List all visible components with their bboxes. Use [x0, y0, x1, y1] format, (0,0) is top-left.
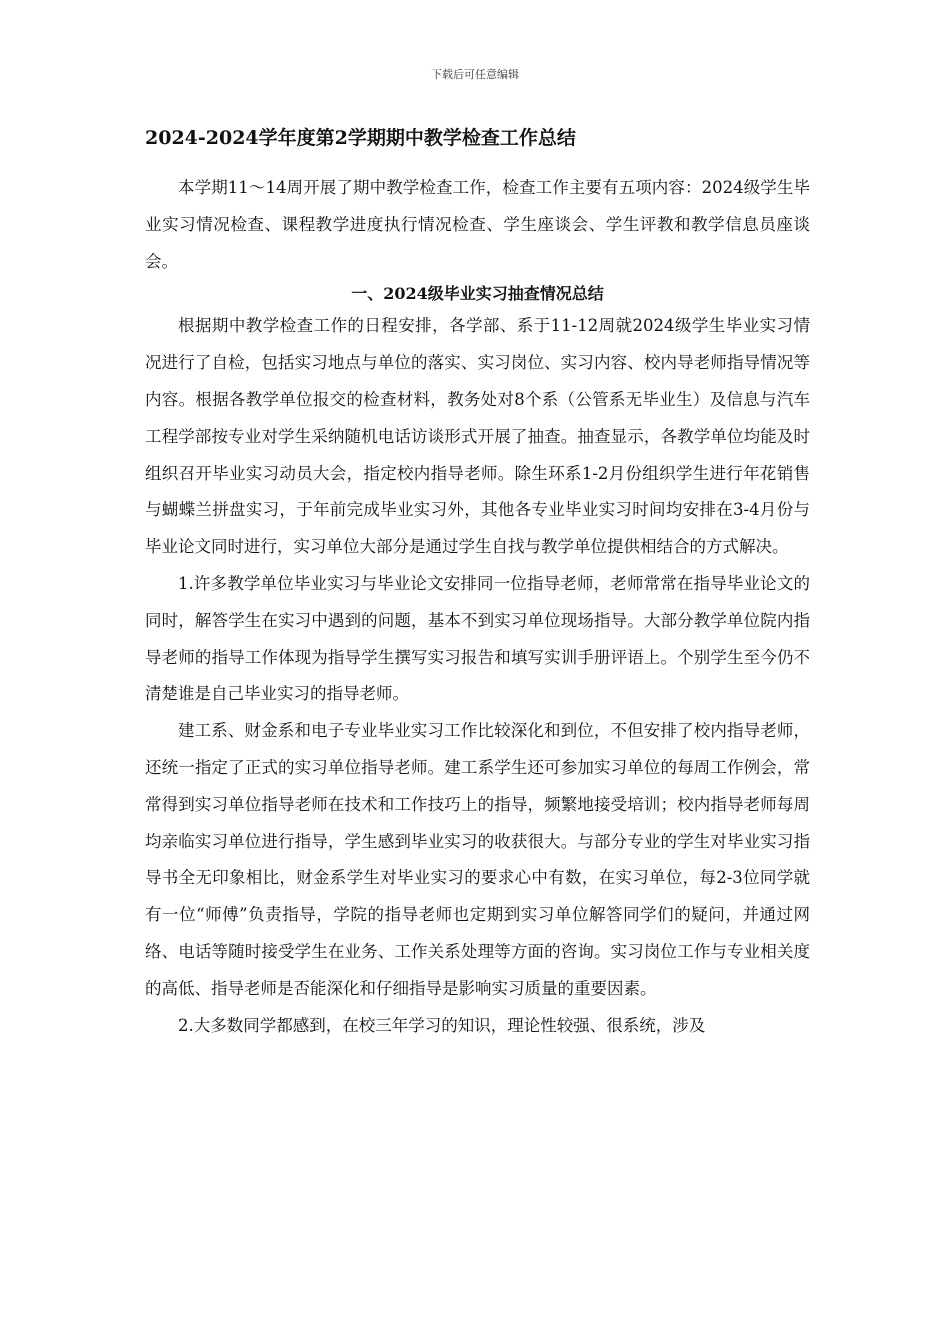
paragraph-3: 建工系、财金系和电子专业毕业实习工作比较深化和到位，不但安排了校内指导老师，还统一指定了正式的实习单位指导老师。建工系学生还可参加实习单位的每周工作例会，常常得到实习单位指导老师在技术和工作技巧上的指导，频繁地接受培训；校内指导老师每周均亲临实习单位进行指导，学生感到毕业实习的收获很大。与部分专业的学生对毕业实习指导书全无印象相比，财金系学生对毕业实习的要求心中有数，在实习单位，每2-3位同学就有一位“师傅”负责指导，学院的指导老师也定期到实习单位解答同学们的疑问，并通过网络、电话等随时接受学生在业务、工作关系处理等方面的咨询。实习岗位工作与专业相关度的高低、指导老师是否能深化和仔细指导是影响实习质量的重要因素。	[145, 721, 810, 998]
paragraph-2: 1.许多教学单位毕业实习与毕业论文安排同一位指导老师，老师常常在指导毕业论文的同时，解答学生在实习中遇到的问题，基本不到实习单位现场指导。大部分教学单位院内指导老师的指导工作体现为指导学生撰写实习报告和填写实训手册评语上。个别学生至今仍不清楚谁是自己毕业实习的指导老师。	[145, 573, 810, 704]
section-heading-1: 一、2024级毕业实习抽查情况总结	[351, 284, 604, 304]
document-body	[145, 170, 810, 1044]
paragraph-4: 2.大多数同学都感到，在校三年学习的知识，理论性较强、很系统，涉及	[178, 1015, 706, 1035]
intro-paragraph: 本学期11～14周开展了期中教学检查工作，检查工作主要有五项内容：2024级学生毕业实习情况检查、课程教学进度执行情况检查、学生座谈会、学生评教和教学信息员座谈会。	[145, 178, 810, 271]
paragraph-1: 根据期中教学检查工作的日程安排，各学部、系于11-12周就2024级学生毕业实习情况进行了自检，包括实习地点与单位的落实、实习岗位、实习内容、校内导老师指导情况等内容。根据各教学单位报交的检查材料，教务处对8个系（公管系无毕业生）及信息与汽车工程学部按专业对学生采纳随机电话访谈形式开展了抽查。抽查显示，各教学单位均能及时组织召开毕业实习动员大会，指定校内指导老师。除生环系1-2月份组织学生进行年花销售与蝴蝶兰拼盘实习，于年前完成毕业实习外，其他各专业毕业实习时间均安排在3-4月份与毕业论文同时进行，实习单位大部分是通过学生自找与教学单位提供相结合的方式解决。	[145, 316, 810, 557]
document-title: 2024-2024学年度第2学期期中教学检查工作总结	[145, 127, 576, 149]
page-header-note: 下载后可任意编辑	[431, 68, 519, 81]
